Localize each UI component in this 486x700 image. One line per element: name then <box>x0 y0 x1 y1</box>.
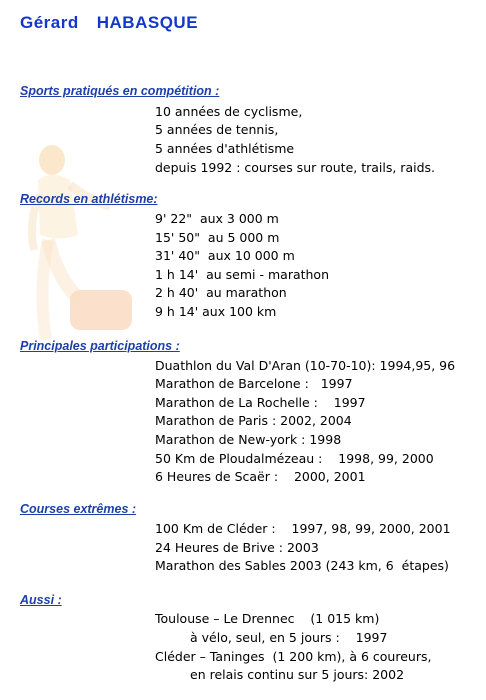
list-item: depuis 1992 : courses sur route, trails, raids. <box>155 160 435 175</box>
list-item: 100 Km de Cléder : 1997, 98, 99, 2000, 2001 <box>155 521 451 536</box>
list-item: 5 années d'athlétisme <box>155 141 295 156</box>
list-item: 1 h 14' au semi - marathon <box>155 267 330 282</box>
section-heading-aussi: Aussi : <box>20 593 62 607</box>
runner-illustration <box>18 140 148 340</box>
list-item: Marathon des Sables 2003 (243 km, 6 étapes) <box>155 558 449 573</box>
list-item: 2 h 40' au marathon <box>155 285 287 300</box>
list-item: Marathon de Barcelone : 1997 <box>155 376 353 391</box>
list-item: Duathlon du Val D'Aran (10-70-10): 1994,95, 96 <box>155 358 456 373</box>
list-item: 6 Heures de Scaër : 2000, 2001 <box>155 469 366 484</box>
list-item: Marathon de La Rochelle : 1997 <box>155 395 366 410</box>
title-last-name: HABASQUE <box>96 13 199 32</box>
list-item: Toulouse – Le Drennec (1 015 km) <box>155 611 380 626</box>
list-item: 31' 40" aux 10 000 m <box>155 248 295 263</box>
title-first-name: Gérard <box>20 13 79 32</box>
list-item: 5 années de tennis, <box>155 122 279 137</box>
list-item: 15' 50" au 5 000 m <box>155 230 280 245</box>
section-heading-records: Records en athlétisme: <box>20 192 158 206</box>
list-item: 10 années de cyclisme, <box>155 104 303 119</box>
page-title <box>20 13 198 33</box>
list-item: à vélo, seul, en 5 jours : 1997 <box>190 630 388 645</box>
list-item: en relais continu sur 5 jours: 2002 <box>190 667 405 682</box>
list-item: Marathon de Paris : 2002, 2004 <box>155 413 352 428</box>
list-item: 9 h 14' aux 100 km <box>155 304 277 319</box>
list-item: Marathon de New-york : 1998 <box>155 432 342 447</box>
list-item: 50 Km de Ploudalmézeau : 1998, 99, 2000 <box>155 451 434 466</box>
section-heading-extremes: Courses extrêmes : <box>20 502 137 516</box>
list-item: Cléder – Taninges (1 200 km), à 6 coureurs, <box>155 649 432 664</box>
list-item: 24 Heures de Brive : 2003 <box>155 540 319 555</box>
list-item: 9' 22" aux 3 000 m <box>155 211 279 226</box>
section-heading-sports: Sports pratiqués en compétition : <box>20 84 220 98</box>
section-heading-participations: Principales participations : <box>20 339 180 353</box>
